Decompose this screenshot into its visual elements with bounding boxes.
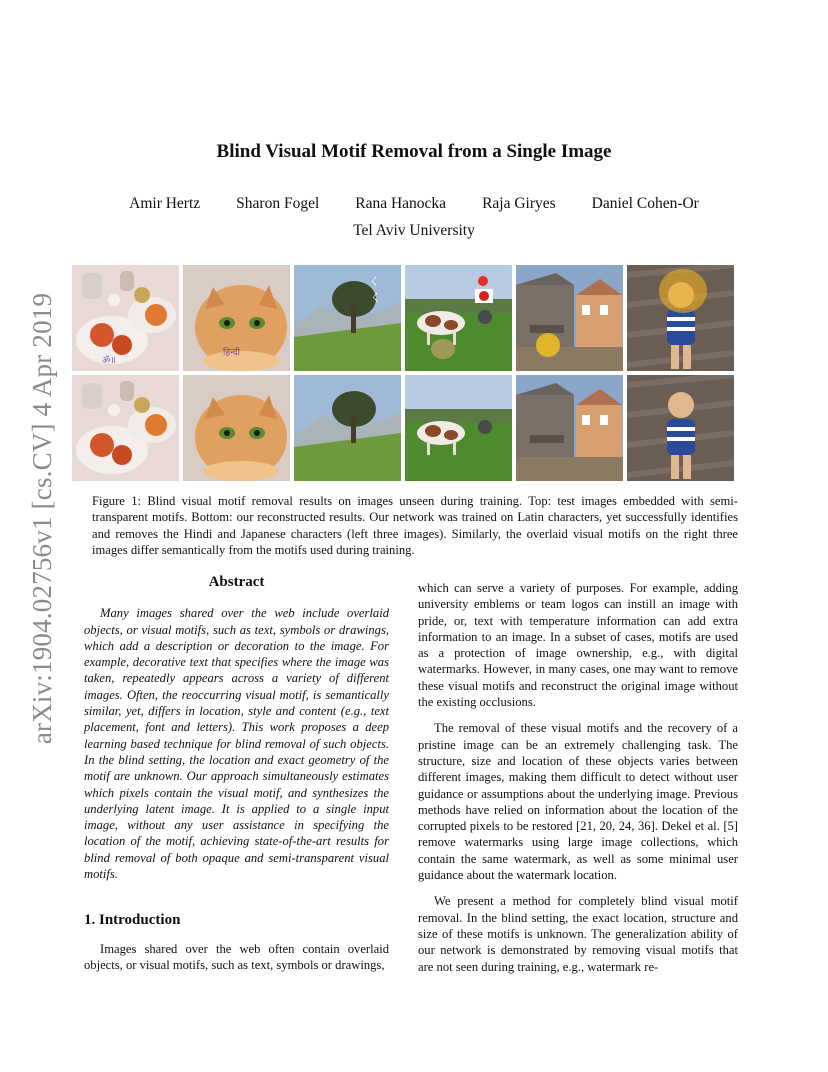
arxiv-identifier: arXiv:1904.02756v1 [cs.CV] 4 Apr 2019 <box>27 292 58 744</box>
svg-text:く: く <box>369 275 380 288</box>
figure-tile-cow-reconstructed <box>405 375 512 481</box>
figure-tile-cat-reconstructed <box>183 375 290 481</box>
introduction-paragraph: Images shared over the web often contain overlaid objects, or visual motifs, such as text, symbols or drawings, <box>84 941 389 972</box>
left-column <box>84 574 389 983</box>
figure-tile-food-reconstructed <box>72 375 179 481</box>
figure-tile-cat-motif <box>183 265 290 371</box>
figure-tile-child-motif <box>627 265 734 371</box>
body-paragraph: The removal of these visual motifs and the recovery of a pristine image can be an extremely challenging task. The structure, size and location of these objects varies between different images, making them difficult to detect without user guidance or assumptions about the underlying image. Previous methods have relied on information about the location of the corrupted pixels to be restored [21, 20, 24, 36]. Dekel et al. [5] remove watermarks using large image collections, which contain the same watermark, as well as some minimal user guidance about the watermark location. <box>418 721 738 883</box>
figure-tile-tree-motif <box>294 265 401 371</box>
author-name: Amir Hertz <box>129 195 201 212</box>
figure-tile-tree-reconstructed <box>294 375 401 481</box>
author-list <box>60 195 768 213</box>
right-column <box>418 580 738 985</box>
figure-tile-food-motif <box>72 265 179 371</box>
body-paragraph: We present a method for completely blind visual motif removal. In the blind setting, the exact location, structure and size of these motifs is unknown. The generalization ability of our network is demonstrated by removing visual motifs that are not seen during training, e.g., watermark re- <box>418 894 738 974</box>
author-name: Rana Hanocka <box>355 195 447 212</box>
svg-text:हिन्दी: हिन्दी <box>223 348 241 358</box>
figure-1-image-grid <box>72 265 734 483</box>
body-paragraph: which can serve a variety of purposes. For example, adding university emblems or team logos can instill an image with pride, or, text with temperature information can add extra information to an image. In a subset of cases, motifs are used as a protection of image ownership, e.g., with digital watermarks. However, in many cases, one may want to remove these visual motifs and reconstruct the original image without the existing occlusions. <box>418 581 738 710</box>
figure-tile-cow-motif <box>405 265 512 371</box>
figure-tile-house-motif <box>516 265 623 371</box>
author-name: Sharon Fogel <box>236 195 320 212</box>
figure-caption: Figure 1: Blind visual motif removal results on images unseen during training. Top: test images embedded with semi-transparent motifs. Bottom: our reconstructed results. Our network was trained on Latin characters, yet successfully identifies and removes the Hindi and Japanese characters (left three images). Similarly, the overlaid visual motifs on the right three images differ semantically from the motifs used during training. <box>92 494 738 558</box>
author-name: Raja Giryes <box>482 195 556 212</box>
abstract-text: Many images shared over the web include overlaid objects, or visual motifs, such as text, symbols or drawings, which add a description or decoration to the image. For example, decorative text that specifies where the image was taken, repeatedly appears across a variety of different images. Often, the reoccurring visual motif, is semantically similar, yet, differs in location, style and content (e.g., text placement, font and letters). This work proposes a deep learning based technique for blind removal of such objects. In the blind setting, the location and exact geometry of the motif are unknown. Our approach simultaneously estimates which pixels contain the visual motif, and synthesizes the underlying latent image. It is applied to a single input image, without any user assistance in specifying the location of the motif, achieving state-of-the-art results for blind removal of both opaque and semi-transparent visual motifs. <box>84 606 389 882</box>
svg-text:く: く <box>370 291 381 304</box>
figure-tile-house-reconstructed <box>516 375 623 481</box>
svg-text:ॐ॥: ॐ॥ <box>102 356 116 366</box>
abstract-heading: Abstract <box>208 574 265 590</box>
paper-title: Blind Visual Motif Removal from a Single Image <box>216 141 612 162</box>
introduction-heading: 1. Introduction <box>84 912 181 929</box>
author-name: Daniel Cohen-Or <box>591 195 699 212</box>
figure-tile-child-reconstructed <box>627 375 734 481</box>
affiliation: Tel Aviv University <box>353 222 475 239</box>
